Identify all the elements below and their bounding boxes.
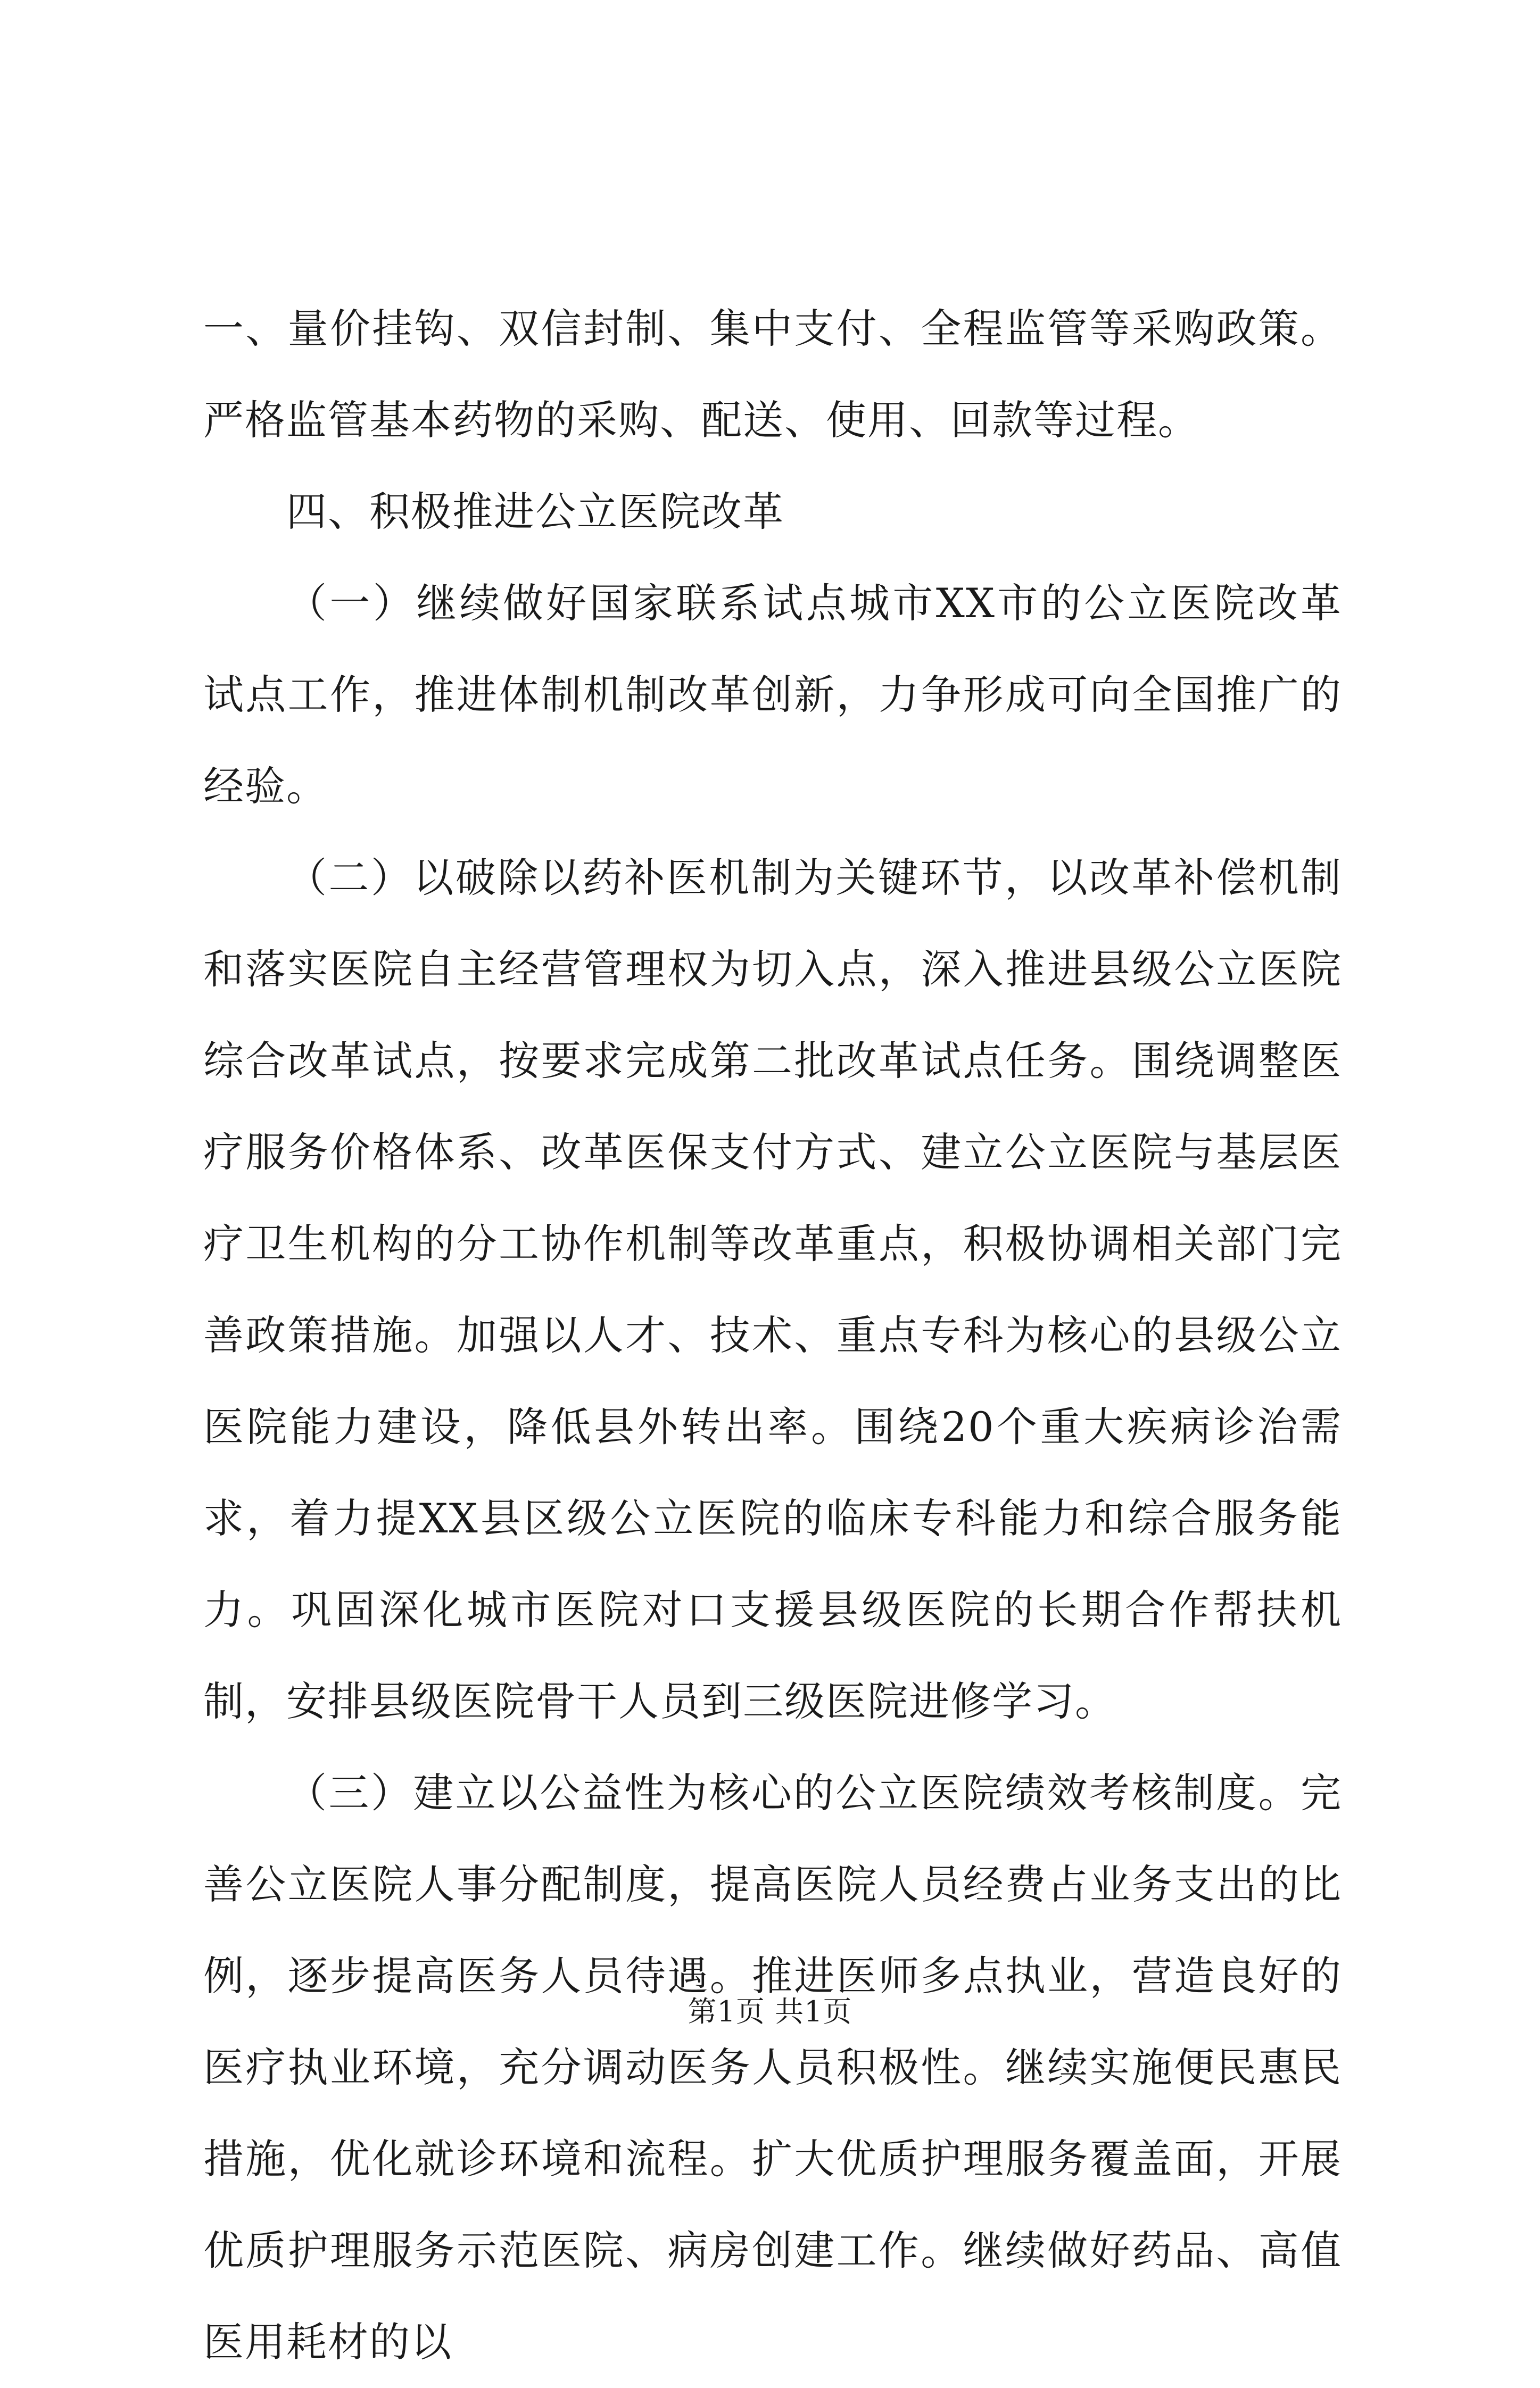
document-body [203,283,1342,2388]
paragraph-item-3: （三）建立以公益性为核心的公立医院绩效考核制度。完善公立医院人事分配制度，提高医院人员经费占业务支出的比例，逐步提高医务人员待遇。推进医师多点执业，营造良好的医疗执业环境，充分调动医务人员积极性。继续实施便民惠民措施，优化就诊环境和流程。扩大优质护理服务覆盖面，开展优质护理服务示范医院、病房创建工作。继续做好药品、高值医用耗材的以 [203,1769,1342,2366]
paragraph-item-2: （二）以破除以药补医机制为关键环节，以改革补偿机制和落实医院自主经营管理权为切入点，深入推进县级公立医院综合改革试点，按要求完成第二批改革试点任务。围绕调整医疗服务价格体系、改革医保支付方式、建立公立医院与基层医疗卫生机构的分工协作机制等改革重点，积极协调相关部门完善政策措施。加强以人才、技术、重点专科为核心的县级公立医院能力建设，降低县外转出率。围绕20个重大疾病诊治需求，着力提XX县区级公立医院的临床专科能力和综合服务能力。巩固深化城市医院对口支援县级医院的长期合作帮扶机制，安排县级医院骨干人员到三级医院进修学习。 [203,854,1342,1725]
section-heading-public-hospital-reform: 四、积极推进公立医院改革 [286,488,784,535]
page-footer: 第1页 共1页 [688,1995,852,2028]
paragraph-procurement-policy: 一、量价挂钩、双信封制、集中支付、全程监管等采购政策。严格监管基本药物的采购、配送、使用、回款等过程。 [203,305,1342,444]
paragraph-item-1: （一）继续做好国家联系试点城市XX市的公立医院改革试点工作，推进体制机制改革创新，力争形成可向全国推广的经验。 [203,579,1342,810]
